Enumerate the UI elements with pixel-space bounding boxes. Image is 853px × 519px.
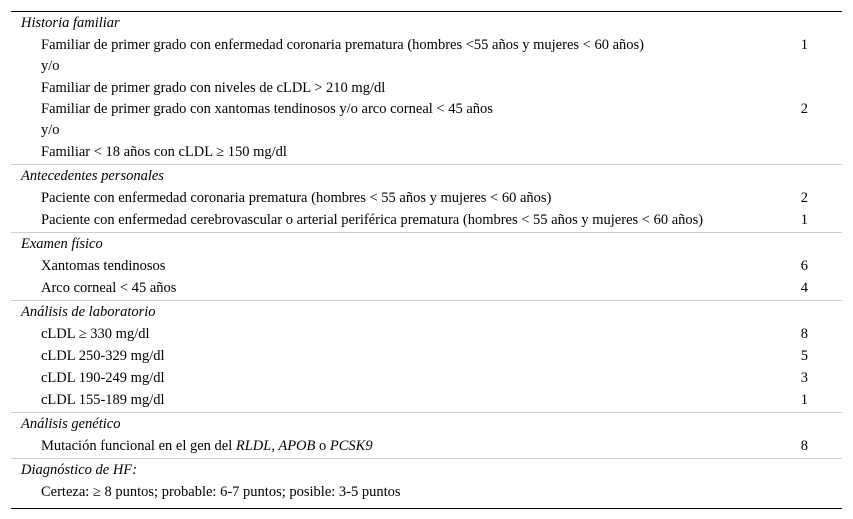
table-row (11, 187, 842, 209)
section-header (11, 164, 842, 187)
criterion-text: Paciente con enfermedad cerebrovascular o arterial periférica prematura (hombres < 55 años y mujeres < 60 años) (41, 212, 704, 228)
criterion-score: 8 (800, 326, 808, 342)
criterion-score: 2 (800, 190, 808, 206)
table-row (11, 277, 842, 299)
criterion-text: Arco corneal < 45 años (41, 280, 177, 296)
table-row (11, 98, 842, 120)
section-header (11, 232, 842, 255)
table-row (11, 345, 842, 367)
section-title: Examen físico (21, 236, 103, 252)
criterion-score: 2 (800, 101, 808, 117)
table-row (11, 141, 842, 163)
table-row (11, 55, 842, 77)
criterion-text: Familiar de primer grado con enfermedad coronaria prematura (hombres <55 años y mujeres < 60 años) (41, 37, 644, 53)
table-row (11, 435, 842, 457)
table-row (11, 77, 842, 99)
section-header (11, 12, 842, 34)
section-title: Historia familiar (21, 15, 120, 31)
criterion-score: 8 (800, 438, 808, 454)
table-row (11, 323, 842, 345)
criterion-score: 3 (800, 370, 808, 386)
criterion-score: 5 (800, 348, 808, 364)
gene-name: PCSK9 (329, 438, 373, 454)
criterion-text (41, 435, 373, 457)
criterion-text: Xantomas tendinosos (41, 258, 166, 274)
table-row (11, 209, 842, 231)
criterion-text: cLDL 155-189 mg/dl (41, 392, 165, 408)
criterion-text: cLDL ≥ 330 mg/dl (41, 326, 150, 342)
criterion-text: Familiar < 18 años con cLDL ≥ 150 mg/dl (41, 144, 287, 160)
criterion-score: 1 (800, 37, 808, 53)
table-row (11, 389, 842, 411)
criterion-text: y/o (41, 58, 60, 74)
table-row (11, 34, 842, 56)
table-row (11, 481, 842, 503)
criterion-score: 4 (800, 280, 808, 296)
criterion-text: Certeza: ≥ 8 puntos; probable: 6-7 puntos; posible: 3-5 puntos (41, 484, 401, 500)
section-header (11, 458, 842, 481)
section-header (11, 300, 842, 323)
criterion-text: cLDL 250-329 mg/dl (41, 348, 165, 364)
section-title: Diagnóstico de HF: (21, 462, 137, 478)
table-row (11, 119, 842, 141)
criterion-text: Familiar de primer grado con niveles de cLDL > 210 mg/dl (41, 80, 386, 96)
criterion-score: 1 (800, 212, 808, 228)
section-title: Antecedentes personales (21, 168, 164, 184)
table-row (11, 367, 842, 389)
criterion-text: cLDL 190-249 mg/dl (41, 370, 165, 386)
gene-names: RLDL, APOB (235, 438, 316, 454)
table-row (11, 255, 842, 277)
criterion-score: 6 (800, 258, 808, 274)
criterion-score: 1 (800, 392, 808, 408)
section-header (11, 412, 842, 435)
criterion-text: Paciente con enfermedad coronaria prematura (hombres < 55 años y mujeres < 60 años) (41, 190, 552, 206)
section-title: Análisis genético (21, 416, 121, 432)
criterion-text-mid: o (315, 438, 330, 454)
criterion-text: y/o (41, 122, 60, 138)
section-title: Análisis de laboratorio (21, 304, 156, 320)
scoring-table (11, 11, 842, 509)
criterion-text: Familiar de primer grado con xantomas tendinosos y/o arco corneal < 45 años (41, 101, 493, 117)
criterion-text-prefix: Mutación funcional en el gen del (41, 438, 236, 454)
